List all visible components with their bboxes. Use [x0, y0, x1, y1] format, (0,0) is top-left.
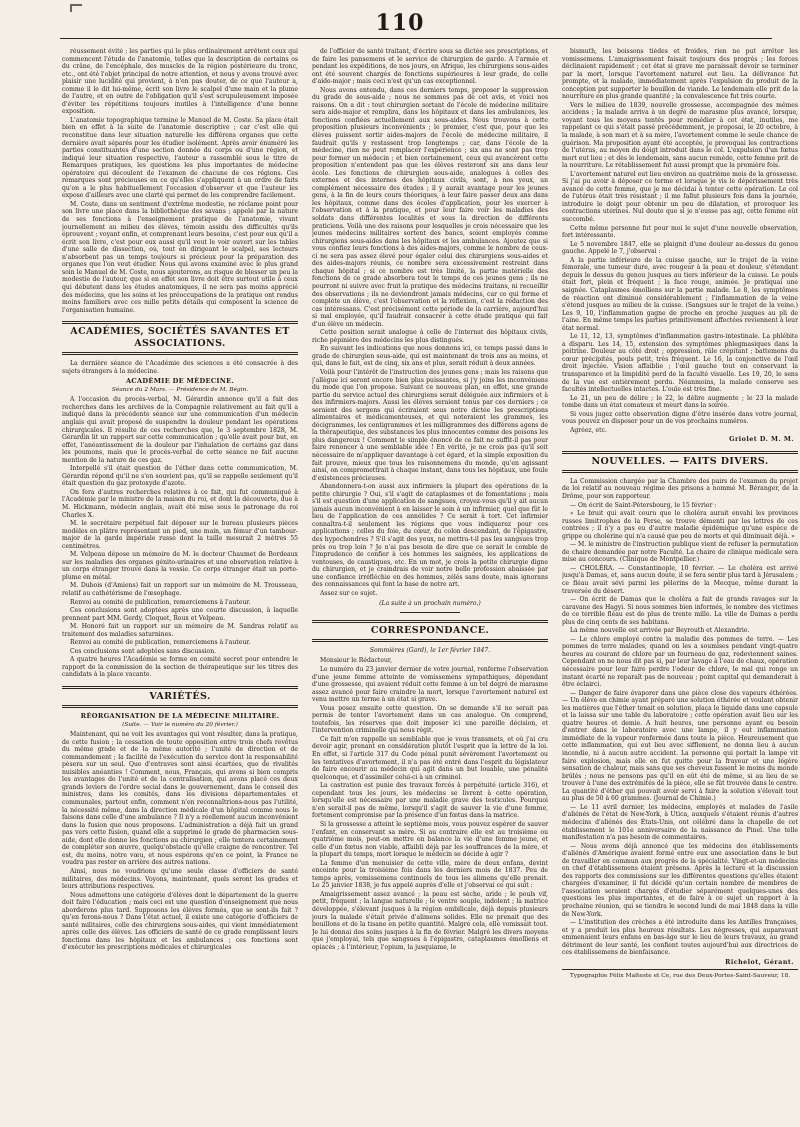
paragraph: En suivant les indications que nous donnons ici, ce temps passé dans le grade de chirurgien sous-aide, qui est maintenant de trois ans au moins, et qui, dans le fait, est de cinq, six ans et plus, serait réduit à deux années. [312, 345, 548, 368]
paragraph: M. Dubois (d'Amiens) fait un rapport sur un mémoire de M. Trousseau, relatif au cathétérisme de l'œsophage. [62, 582, 298, 597]
paragraph: A la partie inférieure de la cuisse gauche, sur le trajet de la veine fémorale, une tumeur dure, avec rougeur à la peau et douleur, s'étendant depuis le dessus du genou jusques au tiers inférieur de la cuisse. Le pouls était fort, plein et fréquent ; la face rouge, animée. Je pratiquai une saignée. Cataplasmes émolliens sur la partie malade. Le 8, les symptômes de réaction ont diminué considérablement ; l'inflammation de la veine s'étend jusques au milieu de la cuisse. (Sangsues sur le trajet de la veine.) Les 9, 10, l'inflammation gagne de proche en proche jusques au pli de l'aine. En même temps les parties primitivement affectées reviennent à leur état normal. [562, 256, 798, 332]
paragraph: Assez sur ce sujet. [320, 589, 378, 597]
signature-griolet: Griolet D. M. M. [729, 436, 794, 444]
column-3 [562, 48, 798, 1116]
paragraph: — M. le ministre de l'instruction publique vient de refuser la permutation de chaire demandée par notre Faculté. La chaire de clinique médicale sera mise au concours. (Clinique de Montpellier.) [562, 541, 798, 564]
to-be-continued-note: (La suite à un prochain numéro.) [379, 600, 481, 608]
paragraph: Ce fait m'en rappelle un semblable que je vous transmets, et où j'ai cru devoir agir, prenant en considération plutôt l'esprit que la lettre de la loi. En effet, si l'article 317 du Code pénal punit sévèrement l'avortement ou les tentatives d'avortement, il n'a pas été entré dans l'esprit du législateur de faire encourir au médecin qui agit dans un but louable, une pénalité quelconque, et d'assimiler celui-ci à un criminel. [312, 735, 548, 781]
paragraph: La castration est punie des travaux forcés à perpétuité (article 316), et cependant tous les jours, les médecins se livrent à cette opération, lorsqu'elle est nécessaire par une maladie grave des testicules. Pourquoi n'en serait-il pas de même, lorsqu'il s'agit de sauver la vie d'une femme, fortement compromise par la présence d'un fœtus dans la matrice. [312, 782, 548, 820]
signature-gerant: Richelot, Gérant. [725, 958, 794, 966]
section-heading-varietes: VARIÉTÉS. [62, 686, 298, 708]
letter-dateline: Sommières (Gard), le 1er février 1847. [369, 646, 491, 654]
paragraph: bismuth, les boissons tièdes et froides, rien ne put arrêter les vomissemens. L'amaigrissement faisait toujours des progrès ; les forces déclinaient rapidement ; cet état si grave me paraissait devoir se terminer par la mort, lorsque l'avortement naturel eut lieu. La délivrance fut prompte, et la malade, immédiatement après l'expulsion du produit de la conception put supporter le bouillon de viande. Le lendemain elle prit de la nourriture en plus grande quantité ; la convalescence fut très courte. [562, 48, 798, 101]
paragraph: — On écrit de Saint-Pétersbourg, le 15 février : [570, 501, 717, 509]
letter-salutation: Monsieur le Rédacteur, [320, 657, 393, 665]
subheading-medecine-militaire: RÉORGANISATION DE LA MÉDECINE MILITAIRE. [80, 712, 280, 721]
paragraph: Le 11, 12, 13, symptômes d'inflammation gastro-intestinale. La phlébite a disparu. Les 14, 15, extension des symptômes phlegmasiques dans la poitrine. Douleur au côté droit ; oppression, râle crépitant ; battemens du cœur précipités, pouls petit, très fréquent. Le 16, la conjonctive de l'œil droit injectée. Vision affaiblie ; l'œil gauche tout en conservant la transparence et la limpidité perd de la faculté visuelle. Les 19, 20, le sens de la vue est entièrement perdu. Néanmoins, la malade conserve ses facultés intellectuelles intactes. L'ouïe est très fine. [562, 333, 798, 394]
paragraph: Vers le milieu de 1839, nouvelle grossesse, accompagnée des mêmes accidens ; la malade arriva à un degré de marasme plus avancé, lorsque, voyant tous les moyens tentés pour remédier à cet état, inutiles, me rappelant ce qui s'était passé précédemment, je proposai, le 20 octobre, à la malade, à son mari et à sa mère, l'avortement comme le seule chance de guérison. Ma proposition ayant été acceptée, je provoquai les contractions de l'utérus, au moyen du doigt introduit dans le col. L'expulsion d'un fœtus mort eut lieu ; et dès le lendemain, sans aucun remède, cette femme prit de la nourriture. Le rétablissement fut aussi prompt que la première fois. [562, 101, 798, 170]
paragraph: Le numéro du 23 janvier dernier de votre journal, renferme l'observation d'une jeune femme atteinte de vomissemens sympathiques, dépendant d'une grossesse, qui avaient réduit cette femme à un tel degré de marasme assez avancé pour faire craindre la mort, lorsque l'avortement naturel est venu mettre un terme à un état si grave. [312, 666, 548, 704]
continuation-note: (Suite. — Voir le numéro du 20 février.) [122, 721, 238, 728]
paragraph: Nous admettons une catégorie d'élèves dont le département de la guerre doit faire l'éducation ; mais ceci est une question d'enseignement que nous aborderons plus tard. Supposons les élèves formés, que se sont-ils fait ? qu'en ferons-nous ? Dans l'état actuel, il existe une catégorie d'officiers de santé militaires, celle des chirurgiens sous-aides, qui vient immédiatement après celle des élèves. Les officiers de santé de ce grade remplissent leurs fonctions dans les hôpitaux et les ambulances ; ces fonctions sont d'exécuter les prescriptions médicales et chirurgicales [62, 891, 298, 952]
paragraph: — Danger de faire évaporer dans une pièce close des vapeurs éthérées. — Un élève en chimie ayant préparé une solution éthérée et voulant obtenir les matières que l'éther tenait en solution, plaça le liquide dans une capsule et la laissa sur une table du laboratoire ; cette opération avait lieu sur les quatre heures et demie. A huit heures, une personne ayant eu besoin d'entrer dans le laboratoire avec une lampe, il y eut inflammation immédiate de la vapeur renfermée dans toute la pièce. Heureusement que cette inflammation, qui eut lieu avec sifflement, ne donna lieu à aucun incendie, ni à aucun autre accident. La personne qui portait la lampe vit faire explosion, mais elle en fut quitte pour la frayeur et une légère sensation de chaleur, mais sans que ses cheveux fussent le moins du monde brûlés ; nous ne pensons pas qu'il en eût été de même, si au lieu de se trouver à l'une des extrémités de la pièce, elle se fût trouvée dans le centre. La quantité d'éther qui pouvait avoir servi à faire la solution s'élevait tout au plus de 50 à 60 grammes. (Journal de Chimie.) [562, 689, 798, 803]
paragraph: On fera d'autres recherches relatives à ce fait, qui fut communiqué à l'Académie par le ministre de la maison du roi, et dont la découverte, due à M. Hickmann, médecin anglais, avait été mise sous le patronage du roi Charles X. [62, 488, 298, 519]
section-heading-correspondance: CORRESPONDANCE. [312, 620, 548, 642]
paragraph: Ces conclusions sont adoptées sans discussion. [70, 647, 217, 655]
printer-imprint: Typographie Félix Malteste et Ce, rue des Deux-Portes-Saint-Sauveur, 18. [562, 969, 798, 981]
paragraph: — Le chlore employé contre la maladie des pommes de terre. — Les pommes de terre malades, quand on les a soumises pendant vingt-quatre heures au courant de chlore par un fourneau de gaz, redeviennent saines. Cependant on ne nous dit pas si, par leur lavage à l'eau de chaux, opération nécessaire pour leur faire perdre l'odeur de chlore, le mal qui ronge un instant écarté ne reparaît pas de nouveau ; point capital qui demanderait à être éclairci. [562, 635, 798, 689]
paragraph: Agréez, etc. [570, 426, 607, 434]
paragraph: — Le 11 avril dernier, les médecins, employés et malades de l'asile d'aliénés de l'état de New-York, à Utica, auxquels s'étaient réunis d'autres médecins d'aliénés des États-Unis, ont célébré dans la chapelle de cet établissement le 101e anniversaire de la naissance de Pinel. Une telle manifestation n'a pas besoin de commentaires. [562, 803, 798, 842]
paragraph: Amaigrissement assez avancé ; la peau est sèche, aride ; le pouls vif, petit, fréquent ; la langue naturelle ; le ventre souple, indolent ; la matrice développée, s'élevant jusques à la région ombilicale, déjà depuis plusieurs jours la malade s'était privée d'alimens solides. Elle ne prenait que des bouillons et de la tisane en petite quantité. Malgré cela, elle vomissait tout. Je lui donnai des soins jusques à la fin de février. Malgré les divers moyens que j'employai, tels que sangsues à l'épigastre, cataplasmes émolliens et opiacés ; à l'intérieur, l'opium, la jusquiame, le [312, 890, 548, 951]
paragraph: M. le secrétaire perpétuel fait déposer sur le bureau plusieurs pièces modèles en plâtre représentant un pied, une main, un fémur d'un tambour-major de la garde impériale russe dont la taille mesurait 2 mètres 55 centimètres. [62, 520, 298, 550]
page-number: 110 [375, 10, 425, 36]
paragraph: Si vous jugez cette observation digne d'être insérée dans votre journal, vous pouvez en disposer pour un de vos prochains numéros. [562, 410, 798, 426]
paragraph: La Commission chargée par la Chambre des pairs de l'examen du projet de loi relatif au nouveau régime des prisons a nommé M. Béranger, de la Drôme, pour son rapporteur. [562, 477, 798, 500]
paragraph: réussement évité ; les parties qui le plus ordinairement arrêtent ceux qui commencent l'étude de l'anatomie, telles que la description de certains os du crâne, de l'encéphale, des muscles de la région postérieure du tronc, etc., ont été l'objet principal de notre attention, et nous y avons trouvé avec plaisir une lucidité qui provient, à n'en pas douter, de ce que l'auteur a, comme il le dit lui-même, écrit son livre le scalpel d'une main et la plume de l'autre, et en outre de l'obligation qu'il s'est scrupuleusement imposée d'éviter les répétitions toujours inutiles à l'intelligence d'une bonne exposition. [62, 48, 298, 116]
paragraph: Cette position serait analogue à celle de l'internat des hôpitaux civils, riche pépinière des médecins les plus distingués. [312, 329, 548, 344]
paragraph: Interpellé s'il était question de l'éther dans cette communication, M. Gérardin répond qu'il ne s'en souvient pas, qu'il se rappelle seulement qu'il était question du gaz protoxyde d'azote. [62, 465, 298, 488]
paragraph: de l'officier de santé traitant, d'écrire sous sa dictée ses prescriptions, et de faire les pansemens et le service de chirurgien de garde. A l'armée et pendant les expéditions, de nos jours, en Afrique, les chirurgiens sous-aides ont été souvent chargés de fonctions supérieures à leur grade, de celle d'aide-major ; mais ceci n'est qu'un cas exceptionnel. [312, 48, 548, 86]
paragraph: — CHOLÉRA. — Constantinople, 10 février. — Le choléra est arrivé jusqu'à Damas, et, sans aucun doute, il se fera sentir plus tard à Jérusalem ; ce fléau avait sévi parmi les pèlerins de la Mecque, même durant la traversée du désert. [562, 564, 798, 595]
paragraph: A l'occasion du procès-verbal, M. Gérardin annonce qu'il a fait des recherches dans les archives de la Compagnie relativement au fait qu'il a indiqué dans la précédente séance sur une communication d'un médecin anglais qui avait proposé de suspendre la douleur pendant les opérations chirurgicales. Il résulte de ces recherches que, le 3 septembre 1828, M. Gérardin lit un rapport sur cette communication ; qu'elle avait pour but, en effet, l'anéantissement de la douleur par l'inhalation de certains gaz dans les poumons, mais que le procès-verbal de cette séance ne fait aucune mention de la nature de ces gaz. [62, 396, 298, 464]
paragraph: M. Coste, dans un sentiment d'extrême modestie, ne réclame point pour son livre une place dans la bibliothèque des savans ; appelé par la nature de ses fonctions à l'enseignement pratique de l'anatomie, vivant journellement au milieu des élèves, témoin assidu des difficultés qu'ils éprouvent ; voyant enfin, et comprenant leurs besoins, c'est pour eux qu'il a écrit son livre, c'est pour eux aussi qu'il veut le voir ouvert sur les tables d'une salle de dissection, où, tout en dirigeant le scalpel, ses lecteurs n'absorbent pas un temps toujours si précieux pour la préparation des organes que l'on veut étudier. Nous qui avons examiné avec le plus grand soin le Manuel de M. Coste, nous ajouterons, au risque de blesser un peu la modestie de l'auteur, que si en effet son livre doit être surtout utile à ceux qui débutent dans les études anatomiques, il ne sera pas moins apprécié des médecins, que les soins et les préoccupations de la pratique ont rendus moins familiers avec ces mille petits détails qui composent la science de l'organisation humaine. [62, 200, 298, 314]
paragraph: L'avortement naturel eut lieu environ au quatrième mois de la grossesse. Si j'ai pu avoir à déposer ce terme et lorsque je vis le dépérissement très avancé de cette femme, que je me décidai à tenter cette opération. Le col de l'utérus était très résistant ; il me fallut plusieurs fois dans la journée, introduire le doigt pour obtenir un peu de dilatation, et provoquer les contractions utérines. Nul doute que si je n'eusse pas agi, cette femme eût succombé. [562, 170, 798, 224]
session-meta: Séance du 2 Mars. — Présidence de M. Bégin. [111, 386, 249, 393]
header-rule [60, 38, 772, 39]
paragraph: Voilà pour l'intérêt de l'instruction des jeunes gens ; mais les raisons que j'allègue ici seront encore bien plus puissantes, si j'y joins les inconvéniens du mode que l'on propose. Suivant ce nouveau plan, en effet, une grande partie du service actuel des chirurgiens serait déléguée aux infirmiers et à des infirmiers-majors. Aussi les élèves seraient tenus par ces derniers ; ce seraient des sergens qui écriraient sous notre dictée les prescriptions alimentaires et médicamenteuses, et qui noteraient les grammes, les décigrammes, les centigrammes et les milligrammes des différens agens de la thérapeutique, des substances les plus innocentes comme des poisons les plus dangereux ! Comment le simple énoncé de ce fait ne suffit-il pas pour faire renoncer à une semblable idée ! En vérité, je ne crois pas qu'il soit nécessaire de m'appliquer davantage à cet égard, et la simple exposition du fait prouve, mieux que tous les raisonnemens du monde, qu'en agissant ainsi, on compromettrait à chaque instant, dans tous les hôpitaux, une foule d'existences précieuses. [312, 368, 548, 482]
paragraph: La dernière séance de l'Académie des sciences a été consacrée à des sujets étrangers à la médecine. [62, 360, 298, 375]
paragraph: M. Velpeau dépose un mémoire de M. le docteur Chaumet de Bordeaux sur les maladies des organes génito-urinaires et une observation relative à un corps étranger trouvé dans la vessie. Ce corps étranger était un porte-plume en métal. [62, 551, 298, 581]
paragraph: Ces conclusions sont adoptées après une courte discussion, à laquelle prennent part MM. Gerdy, Cloquet, Roux et Velpeau. [62, 607, 298, 622]
paragraph: Le 5 novembre 1847, elle se plaignit d'une douleur au-dessus du genou gauche. Appelé le 7, j'observai : [562, 240, 798, 256]
divider [400, 612, 460, 613]
section-heading-nouvelles: NOUVELLES. — FAITS DIVERS. [562, 451, 798, 473]
paragraph: L'anatomie topographique termine le Manuel de M. Coste. Sa place était bien en effet à la suite de l'anatomie descriptive ; car c'est elle qui reconstitue dans leur situation naturelle les différens organes que cette dernière avait séparés pour les étudier isolément. Après avoir énuméré les parties constituantes d'une section donnée du corps ou d'une région, et indiqué leur situation respective, l'auteur a rassemblé sous le titre de Remarques pratiques, les questions les plus importantes de médecine opératoire qui découlent de l'examen de chacune de ces régions. Ces remarques sont précieuses en ce qu'elles s'appliquent à un ordre de faits qu'on a le plus habituellement l'occasion d'observer et que l'auteur les expose d'ailleurs avec une clarté qui permet de les comprendre facilement. [62, 116, 298, 200]
paragraph: La même nouvelle est arrivée par Beyrouth et Alexandrie. [570, 627, 750, 635]
paragraph: — L'institution des crèches a été introduite dans les Antilles françaises, et y a produit les plus heureux résultats. Les négresses, qui auparavant emmenaient leurs enfans en bas-âge sur le lieu de leurs travaux, au grand détriment de leur santé, les confient toutes aujourd'hui aux directrices de ces établissemens de bienfaisance. [562, 919, 798, 957]
subheading-academie-medecine: ACADÉMIE DE MÉDECINE. [125, 377, 235, 386]
column-2 [312, 48, 548, 1116]
paragraph: — Nous avons déjà annoncé que les médecins des établissements d'aliénés d'Amérique avaient formé entre eux une association dans le but de travailler en commun aux progrès de la spécialité. Vingt-et-un médecins en chef d'établissemens étaient présens. Après la lecture et la discussion des rapports des commissions sur les différentes questions qu'elles étaient chargées d'examiner, il fut décidé qu'un certain nombre de membres de l'association seraient chargés d'étudier séparément quelques-unes des questions les plus importantes, et de faire à ce sujet un rapport à la prochaine réunion, qui se tiendra le second lundi de mai 1848 dans la ville de New-York. [562, 842, 798, 918]
paragraph: « Le bruit qui avait couru que le choléra aurait envahi les provinces russes limitrophes de la Perse, se trouve démenti par les lettres de ces contrées ; il n'y a pas eu d'autre maladie épidémique qu'une espèce de grippe ou cholérine qui n'a causé que peu de morts et qui diminuait déjà. » [562, 510, 798, 540]
paragraph: — On écrit de Damas que le choléra a fait de grands ravages sur la caravane des Hagyi. Si nous sommes bien informés, le nombre des victimes de ce terrible fléau est de plus de trente mille. La ville de Damas a perdu plus de cinq cents de ses habitans. [562, 596, 798, 626]
paragraph: A quatre heures l'Académie se forme en comité secret pour entendre le rapport de la commission de la section de thérapeutique sur les titres des candidats à la place vacante. [62, 656, 298, 679]
paragraph: Abandonnera-t-on aussi aux infirmiers la plupart des opérations de la petite chirurgie ? Oui, s'il s'agit de cataplasmes et de fomentations ; mais s'il est question d'une application de sangsues, croyez-vous qu'il y ait aucun jamais aucun inconvénient à en laisser le soin à un infirmier, quel que fût le lieu de l'application de ces annélides ? Ce serait à tort. Cet infirmier connaîtra-t-il seulement les régions que vous indiquerez pour ces applications ; celles du foie, du cœur, du colon descendant, de l'épigastre, des hypochondres ? S'il s'agit des yeux, ne mettra-t-il pas les sangsues trop près ou trop loin ? Je n'ai pas besoin de dire que ce serait le comble de l'imprudence de confier à ces hommes les saignées, les applications de ventouses, de caustiques, etc. En un mot, je crois la petite chirurgie digne du chirurgien, et je craindrais de voir notre belle profession abaissée par une confiance irréfléchie en des hommes, zélés sans doute, mais ignorans des connaissances qui font la base de notre art. [312, 483, 548, 589]
paragraph: Le 21, un peu de délire ; le 22, le délire augmente ; le 23 la malade tombe dans un état comateux et meurt dans la soirée. [562, 394, 798, 410]
paragraph: Maintenant, qui ne voit les avantages qui vont résulter, dans la pratique, de cette fusion ; la cessation de toute opposition entre trois chefs revêtus du même grade et de la même autorité ; l'unité de direction et de commandement ; la facilité de l'exécution du service dont la responsabilité pèsera sur un seul. Que d'entraves sont ainsi écartées, que de rivalités nuisibles anéanties ! Comment, nous, Français, qui avons si bien compris les avantages de l'unité et de la centralisation, qui avons placé ces deux grands leviers de l'ordre social dans le gouvernement, dans le conseil des ministres, dans les comités, dans les divisions départementales et communales, partout enfin, comment n'en reconnaîtrions-nous pas l'utilité, la nécessité même, dans la direction médicale d'un hôpital comme nous le faisons dans celle d'une ambulance ? Il n'y a réellement aucun inconvénient dans la fusion que nous proposons. L'administration a déjà fait un grand pas vers cette fusion, quand elle a supprimé le grade de pharmacien sous-aide, dont elle donne les fonctions au chirurgien ; elle tentera certainement de compléter son œuvre, quelqu'obstacle qu'elle craigne de rencontrer. Tel est, du moins, notre vœu, et nous espérons qu'en ce point, la France ne voudra pas rester en arrière des autres nations. [62, 731, 298, 867]
paragraph: Cette même personne fut pour moi le sujet d'une nouvelle observation, fort intéressante. [562, 224, 798, 240]
paragraph: M. Honoré fait un rapport sur un mémoire de M. Sandras relatif au traitement des maladies saturnines. [62, 623, 298, 638]
paragraph: Renvoi au comité de publication, remerciemens à l'auteur. [70, 598, 251, 606]
column-1 [62, 48, 298, 1116]
paragraph: La femme d'un menuisier de cette ville, mère de deux enfans, devint enceinte pour la troisième fois dans les derniers mois de 1837. Peu de temps après, vomissemens continuels de tous les alimens qu'elle prenait. Le 25 janvier 1838, je fus appelé auprès d'elle et j'observai ce qui suit : [312, 859, 548, 890]
paragraph: Ainsi, nous ne voudrions qu'une seule classe d'officiers de santé militaires, des médecins. Voyons, maintenant, quels seront les grades et leurs attributions respectives. [62, 867, 298, 891]
paragraph: Si la grossesse a atteint le septième mois, vous pouvez espérer de sauver l'enfant, en conservant sa mère. Si au contraire elle est au troisième ou quatrième mois, peut-on mettre en balance la vie d'une femme jeune, et celle d'un fœtus non viable, affaibli déjà par les souffrances de la mère, et la plupart du temps, mort lorsque le médecin se décide à agir ? [312, 820, 548, 859]
paragraph: Vous posez ensuite cette question. On se demande s'il ne serait pas permis de tenter l'avortement dans un cas analogue. On comprend, toutefois, les réserves que doit imposer ici une pareille décision, et l'intervention criminelle qui nous régit. [312, 704, 548, 735]
section-heading-academies: ACADÉMIES, SOCIÉTÉS SAVANTES ET ASSOCIATIONS. [62, 321, 298, 355]
paragraph: Nous avons entendu, dans ces derniers temps, proposer la suppression du grade de sous-aide ; nous ne sommes pas de cet avis, et voici nos raisons. On a dit : tout chirurgien sortant de l'école de médecine militaire sera aide-major et remplira, dans les hôpitaux et dans les ambulances, les fonctions confiées actuellement aux sous-aides. Nous trouvons à cette proposition plusieurs inconvénients ; le premier, c'est que, pour que les élèves puissent sortir aides-majors de l'école de médecine militaire, il faudrait qu'ils y restassent trop longtemps ; car, dans l'école de la médecine, rien ne peut remplacer l'expérience ; six ans ne sont pas trop pour former un médecin ; et bien certainement, ceux qui avancèrent cette proposition n'entendent pas que les élèves resteront six ans dans leur école. Les fonctions de chirurgien sous-aide, analogues à celles des externes et des internes des hôpitaux civils, sont, à nos yeux, un complément nécessaire des études ; il y aurait avantage pour les jeunes gens, à la fin de leurs cours théoriques, à leur faire passer deux ans dans les hôpitaux, comme dans des écoles d'application, pour les exercer à l'observation et à la pratique, et pour leur faire voir les maladies des soldats dans différentes localités et sous la direction de différents praticiens. Voilà une des raisons pour lesquelles je crois nécessaire que les jeunes médecins militaires sortent des bancs, soient employés comme chirurgiens sous-aides dans les hôpitaux et les ambulances. Ajoutez que si vous confiez leurs fonctions à des aides-majors, comme le nombre de ceux-ci ne sera pas assez élevé pour égaler celui des chirurgiens sous-aides et des aides-majors réunis, ce nombre sera excessivement restreint dans chaque hôpital ; si ce nombre est très limité, la partie matérielle des fonctions de ce grade absorbera tout le temps de ces jeunes gens ; ils ne pourront ni suivre avec fruit la pratique des médecins traitans, ni recueillir des observations ; ils ne deviendront jamais médecins, car ce qui forme et complète un élève, c'est l'observation et la réflexion, c'est la rédaction des cas intéressans. C'est précisément cette période de la carrière, aujourd'hui si mal employée, qu'il faudrait consacrer à cette étude pratique qui fait d'un élève un médecin. [312, 86, 548, 328]
paragraph: Renvoi au comité de publication, remerciemens à l'auteur. [70, 639, 251, 647]
